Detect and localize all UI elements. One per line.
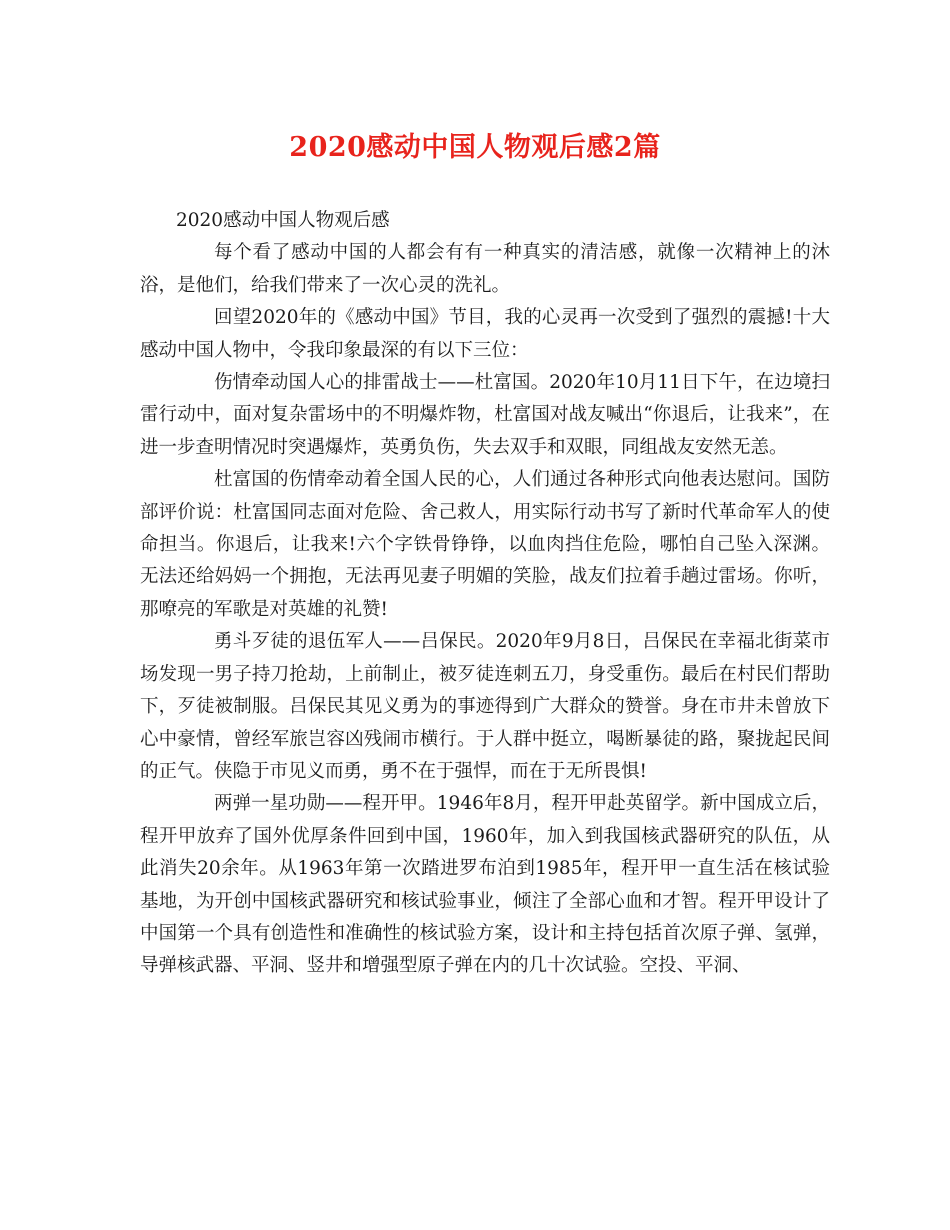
paragraph-du-fuguo-tribute: 杜富国的伤情牵动着全国人民的心，人们通过各种形式向他表达慰问。国防部评价说：杜富国同志面对危险、舍己救人，用实际行动书写了新时代革命军人的使命担当。你退后，让我来!六个字铁骨铮铮，以血肉挡住危险，哪怕自己坠入深渊。无法还给妈妈一个拥抱，无法再见妻子明媚的笑脸，战友们拉着手趟过雷场。你听，那嘹亮的军歌是对英雄的礼赞! <box>140 469 830 620</box>
paragraph-intro: 每个看了感动中国的人都会有有一种真实的清洁感，就像一次精神上的沐浴，是他们，给我们带来了一次心灵的洗礼。 <box>140 242 830 296</box>
paragraph-cheng-kaijia: 两弹一星功勋——程开甲。1946年8月，程开甲赴英留学。新中国成立后，程开甲放弃了国外优厚条件回到中国，1960年，加入到我国核武器研究的队伍，从此消失20余年。从1963年第一次踏进罗布泊到1985年，程开甲一直生活在核试验基地，为开创中国核武器研究和核试验事业，倾注了全部心血和才智。程开甲设计了中国第一个具有创造性和准确性的核试验方案，设计和主持包括首次原子弹、氢弹，导弹核武器、平洞、竖井和增强型原子弹在内的几十次试验。空投、平洞、 <box>140 793 830 977</box>
document-body <box>140 205 830 983</box>
paragraph-du-fuguo: 伤情牵动国人心的排雷战士——杜富国。2020年10月11日下午，在边境扫雷行动中，面对复杂雷场中的不明爆炸物，杜富国对战友喊出“你退后，让我来”，在进一步查明情况时突遇爆炸，英勇负伤，失去双手和双眼，同组战友安然无恙。 <box>140 372 830 458</box>
paragraph-lv-baomin: 勇斗歹徒的退伍军人——吕保民。2020年9月8日，吕保民在幸福北街菜市场发现一男子持刀抢劫，上前制止，被歹徒连刺五刀，身受重伤。最后在村民们帮助下，歹徒被制服。吕保民其见义勇为的事迹得到广大群众的赞誉。身在市井未曾放下心中豪情，曾经军旅岂容凶残闹市横行。于人群中挺立，喝断暴徒的路，聚拢起民间的正气。侠隐于市见义而勇，勇不在于强悍，而在于无所畏惧! <box>140 631 830 782</box>
section-heading: 2020感动中国人物观后感 <box>176 210 390 231</box>
document-title: 2020感动中国人物观后感2篇 <box>289 132 661 163</box>
paragraph-review: 回望2020年的《感动中国》节目，我的心灵再一次受到了强烈的震撼!十大感动中国人物中，令我印象最深的有以下三位： <box>140 307 830 361</box>
